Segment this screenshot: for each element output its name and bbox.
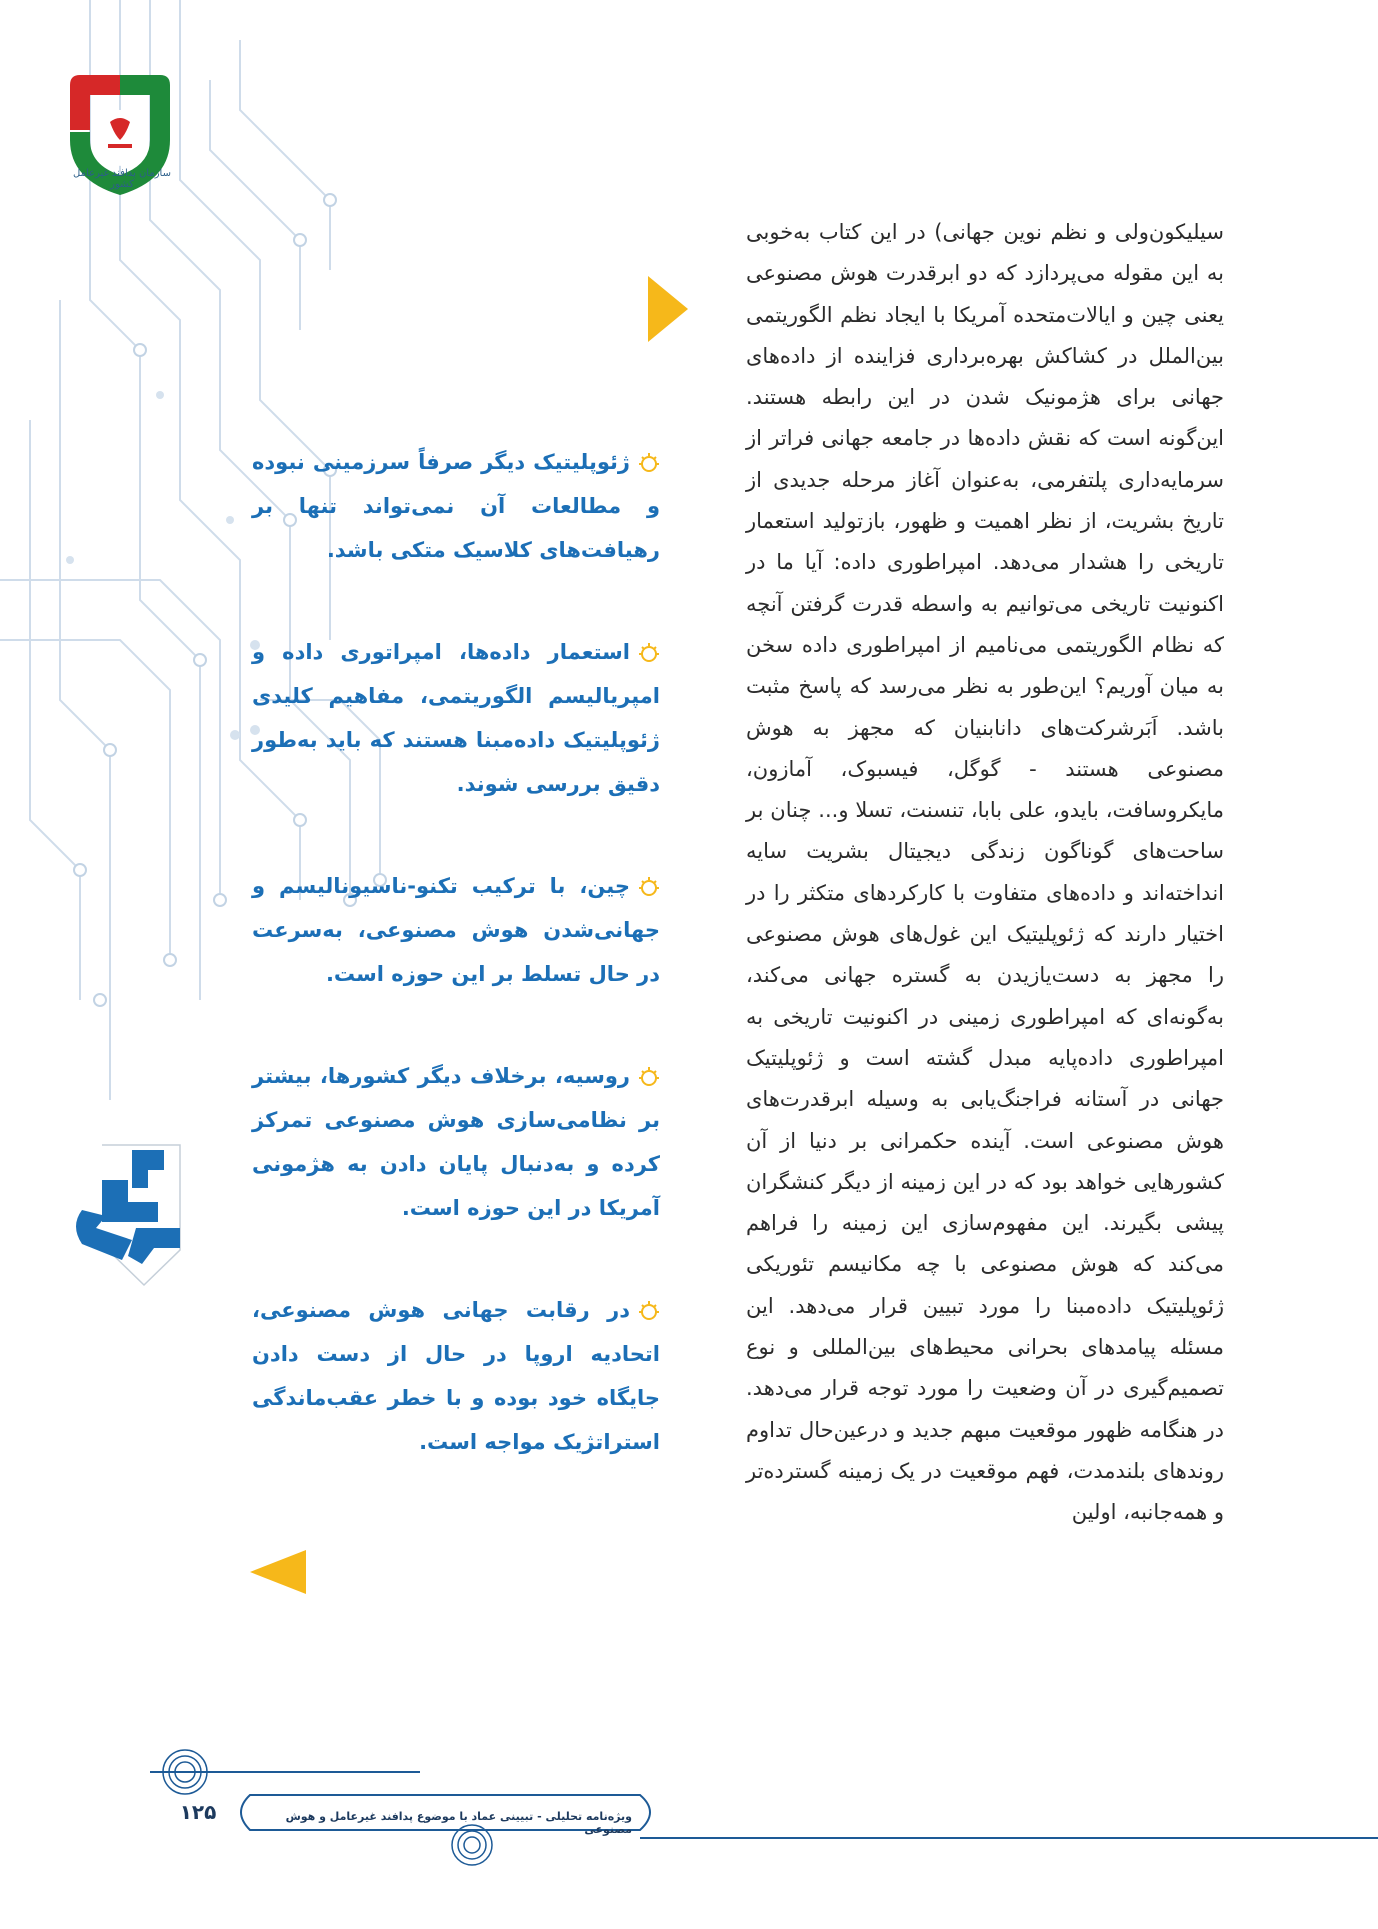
half-sun-icon [638, 450, 660, 472]
emad-logo-icon [62, 1140, 192, 1290]
highlight-item [252, 1288, 660, 1464]
org-caption: سازمان پدافند غیرعامل کشور [73, 168, 171, 190]
highlight-item [252, 864, 660, 996]
triangle-arrow-icon [648, 276, 688, 342]
publication-title: ویژه‌نامه تحلیلی - تبیینی عماد با موضوع پدافند غیرعامل و هوش مصنوعی [285, 1810, 632, 1836]
highlight-item [252, 630, 660, 806]
highlight-text: استعمار داده‌ها، امپراتوری داده و امپریالیسم الگوریتمی، مفاهیم کلیدی ژئوپلیتیک داده‌مبنا هستند که باید به‌طور دقیق بررسی شوند. [252, 640, 660, 796]
highlights-list [252, 440, 660, 1522]
half-sun-icon [638, 874, 660, 896]
highlight-text: روسیه، برخلاف دیگر کشورها، بیشتر بر نظامی‌سازی هوش مصنوعی تمرکز کرده و به‌دنبال پایان دادن به هژمونی آمریکا در این حوزه است. [252, 1064, 660, 1220]
body-paragraph: سیلیکون‌ولی و نظم نوین جهانی) در این کتاب به‌خوبی به این مقوله می‌پردازد که دو ابرقدرت هوش مصنوعی یعنی چین و ایالات‌متحده آمریکا با ایجاد نظم الگوریتمی بین‌الملل در کشاکش بهره‌برداری فزاینده از داده‌های جهانی برای هژمونیک شدن در این رابطه هستند. این‌گونه است که نقش داده‌ها در جامعه جهانی فراتر از سرمایه‌داری پلتفرمی، به‌عنوان آغاز مرحله جدیدی از تاریخ بشریت، از نظر اهمیت و ظهور، بازتولید استعمار تاریخی را هشدار می‌دهد. امپراطوری داده: آیا ما در اکنونیت تاریخی می‌توانیم به واسطه قدرت گرفتن آنچه که نظام الگوریتمی می‌نامیم از امپراطوری داده سخن به میان آوریم؟ این‌طور به نظر می‌رسد که پاسخ مثبت باشد. اَبَرشرکت‌های دانابنیان که مجهز به هوش مصنوعی هستند - گوگل، فیسبوک، آمازون، مایکروسافت، بایدو، علی بابا، تنسنت، تسلا و... چنان بر ساحت‌های گوناگون زندگی دیجیتال بشریت سایه انداخته‌اند و داده‌های متفاوت با کارکردهای متکثر را در اختیار دارند که ژئوپلیتیک این غول‌های هوش مصنوعی را مجهز به دست‌یازیدن به گستره جهانی می‌کند، به‌گونه‌ای که امپراطوری زمینی در اکنونیت تاریخی به امپراطوری داده‌پایه مبدل گشته است و ژئوپلیتیک جهانی در آستانه فراجنگ‌یابی به وسیله ابرقدرت‌های هوش مصنوعی است. آینده حکمرانی بر دنیا از آن کشورهایی خواهد بود که در این زمینه از دیگر کنشگران پیشی بگیرند. این مفهوم‌سازی این زمینه را فراهم می‌کند که هوش مصنوعی با چه مکانیسم تئوریکی ژئوپلیتیک داده‌مبنا را مورد تبیین قرار می‌دهد. این مسئله پیامدهای بحرانی محیط‌های بین‌المللی و نوع تصمیم‌گیری در آن وضعیت را مورد توجه قرار می‌دهد. در هنگامه ظهور موقعیت مبهم جدید و درعین‌حال تداوم روندهای بلندمدت، فهم موقعیت در یک زمینه گسترده‌تر و همه‌جانبه، اولین [746, 220, 1224, 1525]
half-sun-icon [638, 640, 660, 662]
half-sun-icon [638, 1064, 660, 1086]
highlight-text: چین، با ترکیب تکنو-ناسیونالیسم و جهانی‌شدن هوش مصنوعی، به‌سرعت در حال تسلط بر این حوزه است. [252, 874, 660, 986]
highlight-text: ژئوپلیتیک دیگر صرفاً سرزمینی نبوده و مطالعات آن نمی‌تواند تنها بر رهیافت‌های کلاسیک متکی باشد. [252, 450, 660, 562]
half-sun-icon [638, 1298, 660, 1320]
page-number: ۱۲۵ [179, 1800, 217, 1824]
highlight-item [252, 440, 660, 572]
triangle-arrow-icon [250, 1550, 306, 1594]
highlight-text: در رقابت جهانی هوش مصنوعی، اتحادیه اروپا در حال از دست دادن جایگاه خود بوده و با خطر عقب‌ماندگی استراتژیک مواجه است. [252, 1298, 660, 1454]
highlight-item [252, 1054, 660, 1230]
